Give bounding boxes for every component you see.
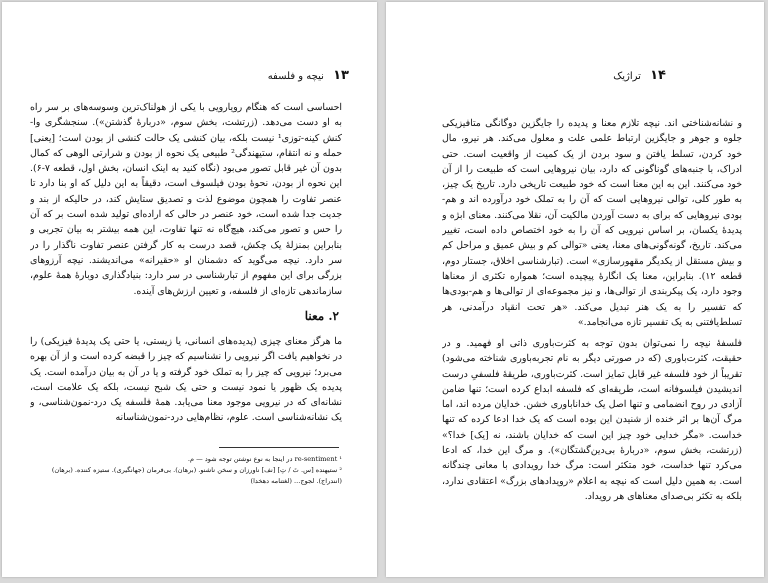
footnote-2: ² ستیهنده [س. تَ / تِ] [نف] ناورزان و سخن ناشنو. (برهان). بی‌فرمان (جهانگیری). ستیزه کننده. (برهان) (انندراج). لجوج... (لغتنامه دهخدا) — [51, 466, 342, 485]
footnotes — [30, 454, 342, 487]
footnote-1: ¹ re-sentiment در اینجا به نوع نوشتن توجه شود — م. — [187, 455, 342, 463]
right-page-number: ۱۴ — [650, 68, 666, 83]
left-running-title: نیچه و فلسفه — [267, 71, 324, 82]
right-running-title: تراژیک — [613, 71, 641, 82]
section-body-text — [30, 334, 342, 427]
footnote-rule — [219, 447, 339, 448]
left-paragraph: احساسی است که هنگام رویارویی با یکی از هولناک‌ترین وسوسه‌های بر سر راه به او دست می‌دهد. (زرتشت، بخش سوم، «دربارهٔ گذشتن»). سنجشگری وا- کنش کینه-توزی¹ نیست بلکه، بیان کنشی یک حالت کنشی از بودن است؛ [یعنی] حمله و نه انتقام، ستیهندگی² طبیعی یک نحوه از بودن و شرارتی الوهی که کمال بدون آن غیر قابل تصور می‌بود (نگاه کنید به اینک انسان، بخش اول، قطعه ۷-۶). این نحوه از بودن، نحوهٔ بودن فیلسوف است، دقیقاً به این دلیل که او بنا دارد تا عنصر تفاوت را همچون موضوع لذت و تصدیق ستایش کند، در حالیکه از بند و جدیت جدا شده است، خود عنصر در حالی که اراده‌ای تولید شده است بر که آن را حس و تصور می‌کند، هیچ‌گاه نه تنها تفاوت، این همه بیشتر به بیان تجربی و بنابراین بمنزلهٔ یک چکش، قصد درست به کار گرفتن عنصر تفاوت ناگذار را در سر دارد. نیچه می‌گوید که دشمنان او «حقیرانه» می‌اندیشند. نیچه آرزوهای بزرگی برای این مفهوم از تبارشناسی در سر دارد: بنیادگذاری دوبارهٔ همهٔ علوم، سازماندهی تازه‌ای از فلسفه، و تعیین ارزش‌های آینده. — [30, 102, 342, 297]
right-body-text-1 — [442, 116, 742, 328]
left-page — [2, 2, 377, 577]
right-paragraph-2: فلسفهٔ نیچه را نمی‌توان بدون توجه به کثرت‌باوری ذاتی او فهمید. و در حقیقت، کثرت‌باوری (که در صورتی دیگر به نام تجربه‌باوری شناخته می‌شود) تقریباً از خود فلسفه غیر قابل تمایز است. کثرت‌باوری، طریقهٔ فلسفیِ درست اندیشیدن فیلسوفانه است، طریقه‌ای که فلسفه ابداع کرده است؛ تنها ضامن آزادی در روح انضمامی و تنها اصل یک خداناباوری خشن. خدایان مرده اند، اما مرگ آن‌ها بر اثر خنده از شنیدن این بوده است که یک خدا ادعا کرده که تنها خداست. «مگر خدایی خود چیز این است که خدایان باشند، نه [یک] خدا؟» (زرتشت، بخش سوم، «دربارهٔ بی‌دین‌گشتگان»). و مرگ این خدا، که ادعا می‌کرد تنها خداست، خود متکثر است: مرگ خدا رویدادی با معانی چندگانه است. به همین دلیل است که نیچه به اعلام «رویدادهای بزرگ» اعتقادی ندارد، بلکه به تکثر بی‌صدای معناهای هر رویداد. — [442, 338, 742, 502]
right-page — [386, 2, 764, 577]
left-page-number: ۱۳ — [333, 68, 349, 83]
right-paragraph-1: و نشانه‌شناختی اند. نیچه تلازم معنا و پدیده را جایگزین دوگانگی متافیزیکی جلوه و جوهر و جایگزین ارتباط علمی علت و معلول می‌کند. هر نیرو، مال خود کردن، تسلط یافتن و سود بردن از یک کمیت از واقعیت است. حتی ادراک، با جنبه‌های گوناگونی که دارد، بیان نیروهایی است که طبیعت را از آن خود می‌کنند. این به این معنا است که خود طبیعت تاریخی دارد. تاریخ یک چیز، به طور کلی، توالی نیروهایی است که آن را به تملک خود درآورده اند و هم-بودی نیروهایی که برای به دست آوردن مالکیت آن، نقلا می‌کنند. معنای ابژه و پدیدهٔ یکسان، بر اساس نیرویی که آن را به خود اختصاص داده است، تغییر می‌کند. تاریخ، گونه‌گونی‌های معنا، یعنی «توالی کم و بیش عمیق و مراحل کم و بیش مستقل از یکدیگر مقهورسازی» است. (تبارشناسی اخلاق، جستار دوم، قطعه ۱۲). بنابراین، معنا یک انگارهٔ پیچیده است؛ همواره تکثری از معناها وجود دارد، یک پیکربندی از توالی‌ها، و نیز مجموعه‌ای از توالی‌ها و هم-بودی‌ها که تفسیر را به یک هنر تبدیل می‌کند. «هر تحت انقیاد درآمدنی، هر تسلط‌یافتنی به یک تفسیر تازه می‌انجامد.» — [442, 118, 742, 328]
right-body-text-2 — [442, 336, 742, 532]
section-title: ۲. معنا — [304, 309, 339, 323]
left-body-text — [30, 100, 342, 300]
section-paragraph: ما هرگز معنای چیزی (پدیده‌های انسانی، یا زیستی، یا حتی یک پدیدهٔ فیزیکی) را در نخواهیم یافت اگر نیرویی را نشناسیم که چیز را قبضه کرده است و از آن بهره می‌برد؛ نیرویی که چیز را به تملک خود گرفته و یا در آن به بیان درآمده است. یک پدیده یک ظهور یا نمود نیست و حتی یک شبح نیست، بلکه یک علامت است، نشانه‌ای که در نیرویی موجود معنا می‌یابد. همهٔ فلسفه یک درد-نمون‌شناسی، و یک نشانه‌شناسی است. علوم، نظام‌هایی درد-نمون‌شناسانه — [30, 336, 342, 424]
right-page-header — [613, 68, 666, 83]
left-page-header — [268, 68, 349, 83]
